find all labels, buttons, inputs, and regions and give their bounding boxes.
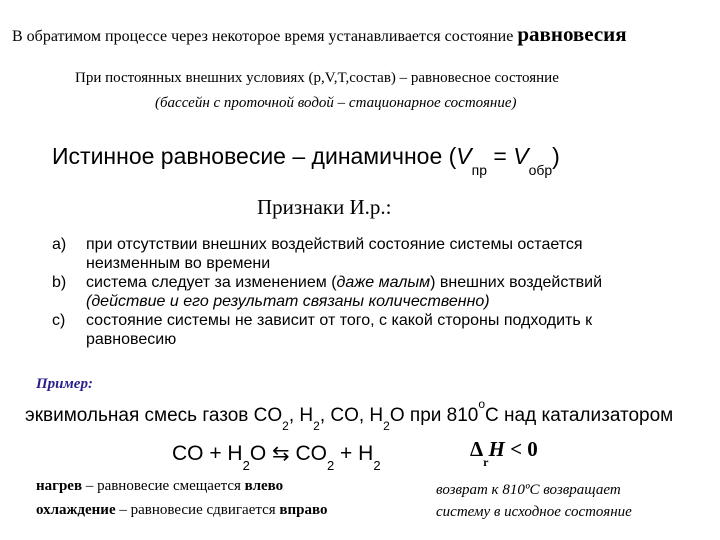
- list-item: [52, 273, 602, 311]
- enthalpy-rest: < 0: [504, 437, 538, 461]
- signs-list: [52, 235, 602, 349]
- reaction-text: + H: [334, 442, 374, 465]
- sign-b-post: ) внешних воздействий: [430, 274, 603, 291]
- reaction-sub: 2: [373, 458, 381, 474]
- intro-text: В обратимом процессе через некоторое время устанавливается состояние: [12, 28, 518, 45]
- mix-sub: 2: [313, 418, 320, 433]
- mix-sub: 2: [383, 418, 390, 433]
- true-eq-suffix: ): [552, 143, 560, 169]
- list-item: [52, 311, 602, 349]
- list-item: [52, 235, 602, 273]
- equilibrium-term: равновесия: [517, 22, 627, 46]
- return-note-line1: возврат к 810ºС возвращает: [436, 482, 621, 498]
- shift-text: – равновесие сдвигается: [115, 502, 280, 518]
- mix-text: эквимольная смесь газов CO: [25, 405, 283, 426]
- true-equilibrium-heading: [52, 143, 560, 178]
- list-marker: c): [52, 312, 66, 329]
- shift-text: – равновесие смещается: [82, 478, 245, 494]
- stationary-state-note: (бассейн с проточной водой – стационарное состояние): [155, 95, 517, 111]
- return-note-line2: систему в исходное состояние: [436, 504, 632, 520]
- sign-c-line1: состояние системы не зависит от того, с какой стороны подходить к: [86, 312, 593, 329]
- sign-a-line2: неизменным во времени: [86, 255, 271, 272]
- sign-b-line1: [86, 273, 602, 292]
- mix-text: C над катализатором: [485, 405, 674, 426]
- v-forward: V: [456, 143, 472, 169]
- true-eq-prefix: Истинное равновесие – динамичное (: [52, 143, 457, 169]
- heating-shift-line: [36, 478, 283, 495]
- mix-text: , CO, H: [319, 405, 384, 426]
- sign-b-italic: даже малым: [336, 274, 431, 291]
- gas-mixture-line: [25, 396, 674, 433]
- v-reverse-sub: обр: [528, 161, 553, 178]
- shift-direction: вправо: [279, 502, 328, 518]
- sign-a-line1: при отсутствии внешних воздействий состояние системы остается: [86, 236, 583, 253]
- signs-title: Признаки И.р.:: [257, 195, 392, 219]
- shift-direction: влево: [244, 478, 284, 494]
- sign-b-line2: (действие и его результат связаны количественно): [86, 293, 490, 310]
- reaction-sub: 2: [242, 458, 250, 474]
- heating-term: нагрев: [36, 478, 83, 494]
- sign-c-line2: равновесию: [86, 331, 177, 348]
- v-forward-sub: пр: [471, 161, 488, 178]
- reaction-equation: [172, 441, 381, 474]
- mix-text: O при 810: [389, 405, 479, 426]
- cooling-term: охлаждение: [36, 502, 116, 518]
- v-reverse: V: [513, 143, 529, 169]
- enthalpy-symbol: H: [488, 437, 505, 461]
- enthalpy-condition: [470, 437, 538, 470]
- reaction-text: O: [249, 442, 273, 465]
- enthalpy-sub: r: [483, 455, 489, 470]
- mix-text: , H: [288, 405, 314, 426]
- intro-line: [12, 22, 627, 47]
- reaction-text: CO: [289, 442, 327, 465]
- reaction-text: CO + H: [172, 442, 243, 465]
- mix-sub: 2: [282, 418, 289, 433]
- degree-sup: o: [478, 396, 486, 411]
- cooling-shift-line: [36, 502, 328, 519]
- sign-b-pre: система следует за изменением (: [86, 274, 337, 291]
- example-label: Пример:: [36, 376, 93, 392]
- equals-sign: =: [487, 143, 514, 169]
- equilibrium-arrow-icon: ⇆: [272, 442, 290, 465]
- constant-conditions-line: При постоянных внешних условиях (p,V,T,состав) – равновесное состояние: [75, 70, 559, 86]
- list-marker: a): [52, 236, 67, 253]
- list-marker: b): [52, 274, 67, 291]
- reaction-sub: 2: [326, 458, 335, 474]
- delta-symbol: Δ: [470, 437, 484, 461]
